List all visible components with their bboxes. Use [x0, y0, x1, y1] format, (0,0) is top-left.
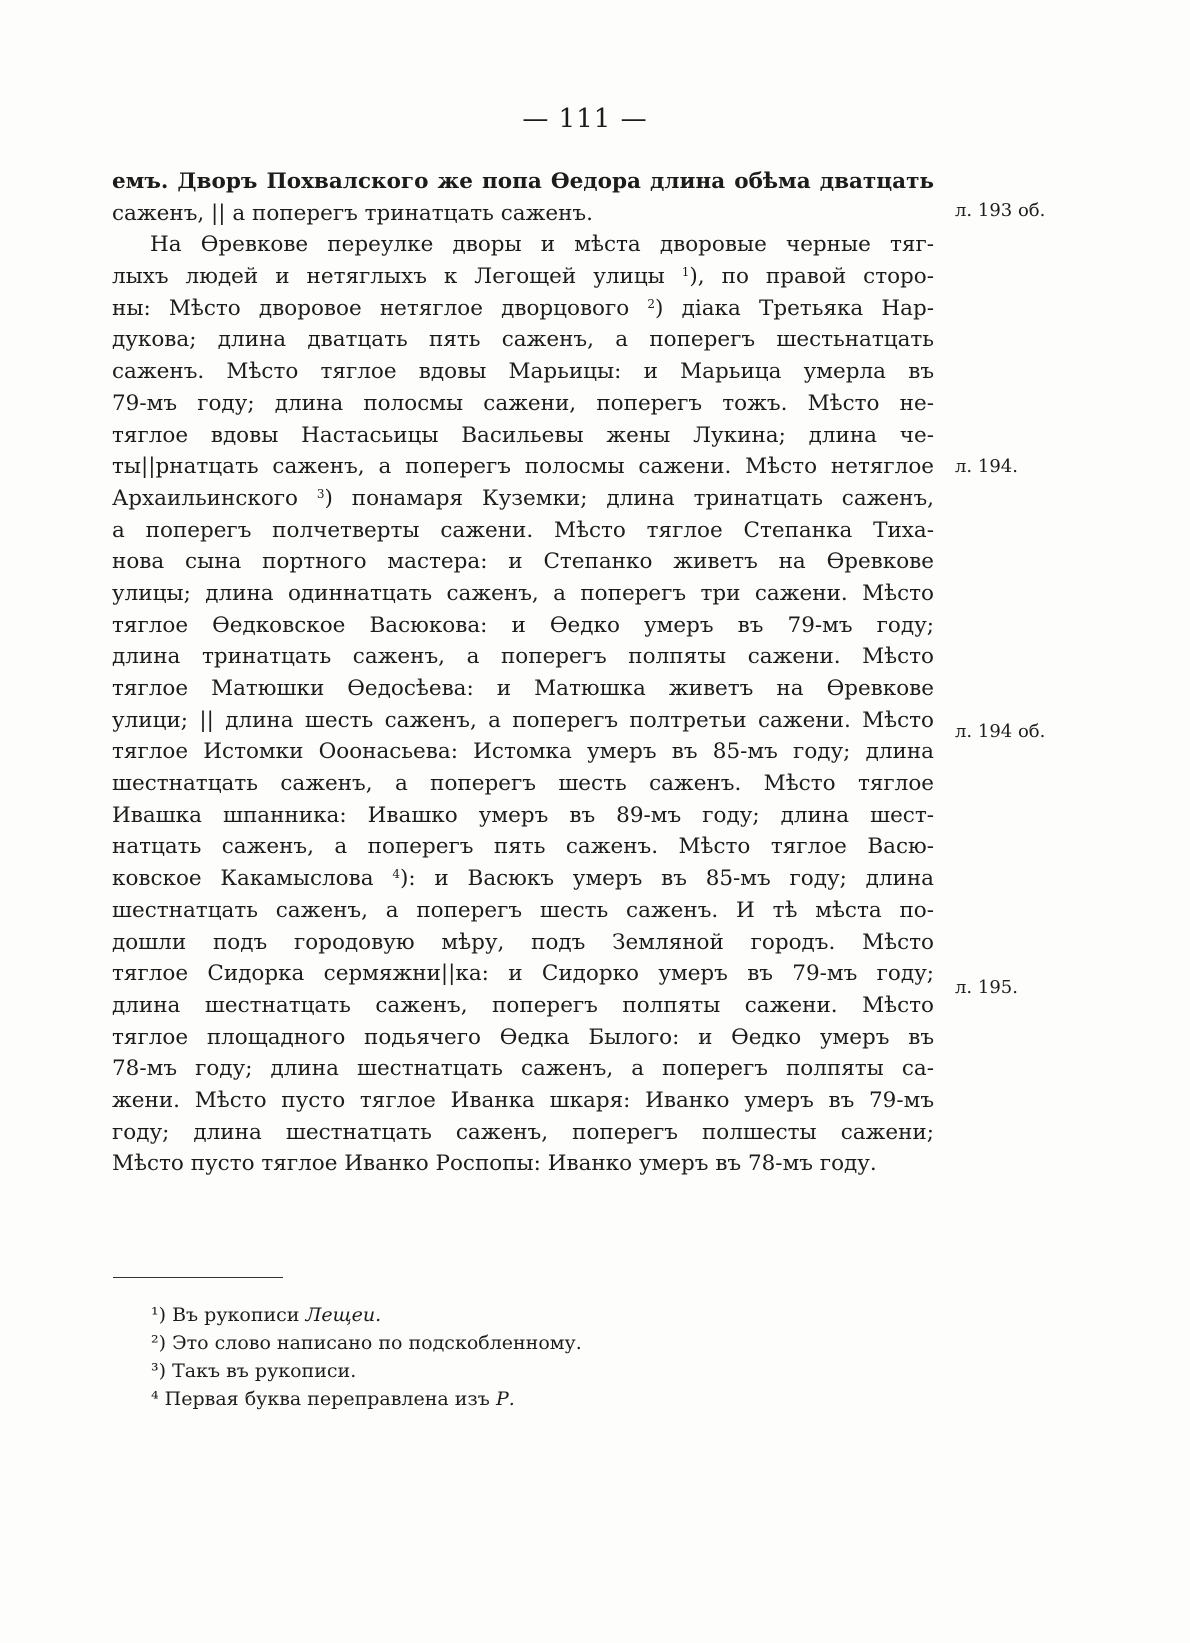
text-line: длина шестнатцать саженъ, поперегъ полпяты сажени. Мѣсто [112, 992, 934, 1018]
note-mark: 2 [647, 296, 656, 311]
text-line: шестнатцать саженъ, а поперегъ шесть саженъ. Мѣсто тяглое [112, 771, 934, 797]
margin-folio-ref: л. 195. [955, 977, 1018, 998]
margin-folio-ref: л. 194 об. [955, 721, 1046, 742]
text-line: тяглое вдовы Настасьицы Васильевы жены Лукина; длина че- [112, 422, 934, 448]
line-text: ковское Какамыслова [112, 866, 374, 892]
footnote [151, 1301, 951, 1329]
text-line: а поперегъ полчетверты сажени. Мѣсто тяглое Степанка Тиха- [112, 517, 934, 543]
text-line [112, 261, 934, 293]
line-text: ): и Васюкъ умеръ въ 85-мъ году; длина [399, 866, 934, 892]
footnotes [151, 1301, 951, 1413]
footnote-separator [113, 1277, 283, 1278]
line-text: ), по правой сторо- [689, 264, 934, 290]
text-line: ты||рнатцать саженъ, а поперегъ полосмы сажени. Мѣсто нетяглое [112, 454, 934, 480]
text-line: тяглое площадного подьячего Ѳедка Былого: и Ѳедко умеръ въ [112, 1024, 934, 1050]
text-line: саженъ. Мѣсто тяглое вдовы Марьицы: и Марьица умерла въ [112, 359, 934, 385]
note-mark: 3 [316, 486, 325, 501]
footnote [151, 1329, 951, 1357]
line-text: ) понамаря Куземки; длина тринатцать саженъ, [324, 485, 934, 511]
footnote-mark: ²) [151, 1332, 167, 1354]
text-line: Ивашка шпанника: Ивашко умеръ въ 89-мъ году; длина шест- [112, 802, 934, 828]
footnote-text: Такъ въ рукописи. [172, 1360, 357, 1382]
note-mark: 4 [392, 867, 400, 882]
text-line: тяглое Матюшки Ѳедосѣева: и Матюшка живетъ на Ѳревкове [112, 676, 934, 701]
footnote-mark: ³) [151, 1360, 167, 1382]
footnote-text: Это слово написано по подскобленному. [172, 1332, 582, 1354]
footnote-mark: ¹) [151, 1304, 167, 1326]
text-line: улици; || длина шесть саженъ, а поперегъ полтретьи сажени. Мѣсто [112, 707, 934, 733]
line-text: лыхъ людей и нетяглыхъ к Легощей улицы [112, 264, 665, 290]
text-line [112, 483, 934, 515]
body-text [112, 166, 934, 1180]
text-line: саженъ, || а поперегъ тринатцать саженъ. [112, 200, 593, 226]
margin-folio-ref: л. 194. [955, 456, 1018, 477]
page-number: — 111 — [522, 104, 648, 134]
text-line: нова сына портного мастера: и Степанко живетъ на Ѳревкове [112, 549, 934, 575]
text-line: тяглое Истомки Ооонасьева: Истомка умеръ въ 85-мъ году; длина [112, 739, 934, 765]
text-line: Мѣсто пусто тяглое Иванко Роспопы: Иванко умеръ въ 78-мъ году. [112, 1151, 877, 1177]
footnote [151, 1385, 951, 1413]
text-line: длина тринатцать саженъ, а поперегъ полпяты сажени. Мѣсто [112, 644, 934, 670]
text-line: дошли подъ городовую мѣру, подъ Земляной городъ. Мѣсто [112, 929, 934, 955]
text-line: На Ѳревкове переулке дворы и мѣста дворовые черные тяг- [150, 232, 934, 258]
text-line: натцать саженъ, а поперегъ пять саженъ. Мѣсто тяглое Васю- [112, 834, 934, 860]
text-line: жени. Мѣсто пусто тяглое Иванка шкаря: Иванко умеръ въ 79-мъ [112, 1087, 934, 1113]
footnote-italic: Лещеи. [305, 1304, 382, 1326]
text-line: году; длина шестнатцать саженъ, поперегъ полшесты сажени; [112, 1119, 934, 1145]
footnote-italic: Р. [495, 1388, 515, 1410]
text-line: 79-мъ году; длина полосмы сажени, поперегъ тожъ. Мѣсто не- [112, 390, 934, 416]
text-line: тяглое Сидорка сермяжни||ка: и Сидорко умеръ въ 79-мъ году; [112, 961, 934, 987]
line-text: ны: Мѣсто дворовое нетяглое дворцового [112, 295, 630, 321]
footnote-text: Въ рукописи [172, 1304, 300, 1326]
text-line: дукова; длина дватцать пять саженъ, а поперегъ шестьнатцать [112, 327, 934, 353]
text-line [112, 293, 934, 325]
footnote-mark: ⁴ [151, 1388, 159, 1410]
footnote [151, 1357, 951, 1385]
text-line [112, 863, 934, 895]
text-line: улицы; длина одиннатцать саженъ, а поперегъ три сажени. Мѣсто [112, 580, 934, 606]
text-line: тяглое Ѳедковское Васюкова: и Ѳедко умеръ въ 79-мъ году; [112, 612, 934, 638]
text-line: 78-мъ году; длина шестнатцать саженъ, а поперегъ полпяты са- [112, 1056, 934, 1082]
margin-folio-ref: л. 193 об. [955, 200, 1046, 221]
line-text: ) дiака Третьяка Нар- [655, 295, 934, 321]
line-text: Архаильинского [112, 485, 298, 511]
note-mark: 1 [681, 265, 690, 280]
footnote-text: Первая буква переправлена изъ [164, 1388, 490, 1410]
text-line: шестнатцать саженъ, а поперегъ шесть саженъ. И тѣ мѣста по- [112, 897, 934, 923]
text-line: емъ. Дворъ Похвалского же попа Ѳедора длина обѣма дватцать [112, 169, 934, 194]
